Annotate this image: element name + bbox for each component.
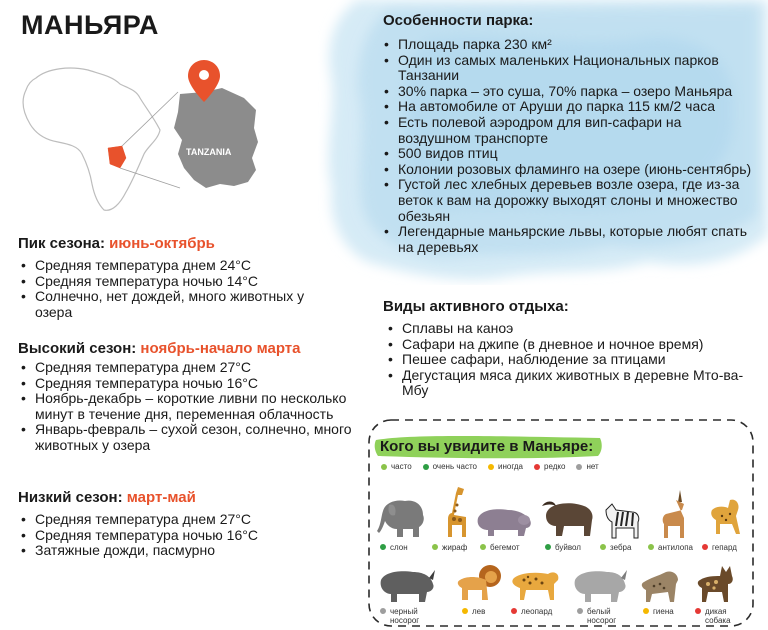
- frequency-dot: [695, 608, 701, 614]
- page-title: МАНЬЯРА: [21, 10, 159, 40]
- legend-item: иногда: [488, 462, 523, 471]
- white-rhino-icon: [571, 566, 627, 604]
- giraffe-icon: [440, 485, 470, 539]
- activities-list: [385, 321, 755, 399]
- legend-dot: [381, 464, 387, 470]
- buffalo-icon: [540, 498, 596, 538]
- frequency-dot: [380, 544, 386, 550]
- list-item: • Средняя температура днем 27°C: [18, 512, 338, 528]
- animal-label-wild-dog: дикая собака: [695, 607, 739, 625]
- map-country-label: TANZANIA: [186, 147, 232, 157]
- elephant-icon: [377, 497, 429, 539]
- legend-item: нет: [576, 462, 598, 471]
- list-item: • Густой лес хлебных деревьев возле озера, где из-за веток к вам на дорожку выходят слоны и множество обезьян: [381, 177, 756, 224]
- list-item: • Затяжные дожди, пасмурно: [18, 543, 338, 559]
- season-high-list: [18, 360, 353, 454]
- season-low-title: Низкий сезон: март-май: [18, 489, 196, 506]
- animal-label-zebra: зебра: [600, 543, 631, 552]
- animal-label-buffalo: буйвол: [545, 543, 581, 552]
- frequency-dot: [380, 608, 386, 614]
- africa-tanzania-map: [8, 58, 276, 218]
- list-item: • Один из самых маленьких Национальных парков Танзании: [381, 53, 756, 84]
- black-rhino-icon: [377, 566, 435, 604]
- list-item: • Пешее сафари, наблюдение за птицами: [385, 352, 755, 368]
- frequency-dot: [462, 608, 468, 614]
- list-item: • Средняя температура ночью 16°C: [18, 376, 353, 392]
- features-title: Особенности парка:: [383, 12, 534, 29]
- list-item: • Ноябрь-декабрь – короткие ливни по несколько минут в течение дня, переменная облачность: [18, 391, 353, 422]
- animal-label-hyena: гиена: [643, 607, 674, 616]
- legend-dot: [534, 464, 540, 470]
- frequency-dot: [545, 544, 551, 550]
- season-peak-list: [18, 258, 328, 320]
- antelope-icon: [656, 488, 692, 540]
- season-low-period: март-май: [126, 489, 196, 506]
- season-high-period: ноябрь-начало марта: [140, 340, 301, 357]
- legend-dot: [488, 464, 494, 470]
- list-item: • Дегустация мяса диких животных в деревне Мто-ва-Мбу: [385, 368, 755, 399]
- legend-item: очень часто: [423, 462, 477, 471]
- animal-label-elephant: слон: [380, 543, 408, 552]
- list-item: • Колонии розовых фламинго на озере (июнь-сентябрь): [381, 162, 756, 178]
- animal-label-leopard: леопард: [511, 607, 552, 616]
- frequency-dot: [432, 544, 438, 550]
- list-item: • Сплавы на каноэ: [385, 321, 755, 337]
- season-low-list: [18, 512, 338, 559]
- list-item: • Есть полевой аэродром для вип-сафари на воздушном транспорте: [381, 115, 756, 146]
- animal-label-antelope: антилопа: [648, 543, 693, 552]
- list-item: • Площадь парка 230 км²: [381, 37, 756, 53]
- hyena-icon: [636, 566, 682, 604]
- list-item: • 30% парка – это суша, 70% парка – озеро Маньяра: [381, 84, 756, 100]
- list-item: • Средняя температура ночью 14°C: [18, 274, 328, 290]
- season-peak-title: Пик сезона: июнь-октябрь: [18, 235, 215, 252]
- lion-icon: [454, 562, 504, 604]
- hippo-icon: [474, 506, 532, 538]
- list-item: • Солнечно, нет дождей, много животных у озера: [18, 289, 328, 320]
- animal-label-hippo: бегемот: [480, 543, 520, 552]
- list-item: • Сафари на джипе (в дневное и ночное время): [385, 337, 755, 353]
- zebra-icon: [602, 500, 642, 540]
- frequency-dot: [577, 608, 583, 614]
- frequency-dot: [480, 544, 486, 550]
- frequency-dot: [600, 544, 606, 550]
- animal-label-white-rhino: белый носорог: [577, 607, 621, 625]
- animal-label-lion: лев: [462, 607, 485, 616]
- list-item: • Январь-февраль – сухой сезон, солнечно, много животных у озера: [18, 422, 353, 453]
- list-item: • Средняя температура днем 24°C: [18, 258, 328, 274]
- legend-dot: [423, 464, 429, 470]
- list-item: • Легендарные маньярские львы, которые любят спать на деревьях: [381, 224, 756, 255]
- legend-item: редко: [534, 462, 565, 471]
- animals-title: Кого вы увидите в Маньяре:: [380, 438, 594, 455]
- activities-title: Виды активного отдыха:: [383, 298, 569, 315]
- legend-item: часто: [381, 462, 412, 471]
- list-item: • Средняя температура ночью 16°C: [18, 528, 338, 544]
- list-item: • 500 видов птиц: [381, 146, 756, 162]
- list-item: • Средняя температура днем 27°C: [18, 360, 353, 376]
- list-item: • На автомобиле от Аруши до парка 115 км/2 часа: [381, 99, 756, 115]
- features-list: [381, 37, 756, 255]
- cheetah-icon: [706, 496, 746, 538]
- frequency-dot: [702, 544, 708, 550]
- season-peak-period: июнь-октябрь: [109, 235, 215, 252]
- tanzania-map-icon: [174, 88, 258, 188]
- frequency-dot: [511, 608, 517, 614]
- animal-label-black-rhino: черный носорог: [380, 607, 428, 625]
- animal-label-cheetah: гепард: [702, 543, 737, 552]
- leopard-icon: [508, 564, 560, 602]
- wild-dog-icon: [694, 562, 738, 604]
- legend-dot: [576, 464, 582, 470]
- frequency-legend: [381, 462, 610, 471]
- frequency-dot: [643, 608, 649, 614]
- africa-map-icon: [23, 68, 160, 210]
- frequency-dot: [648, 544, 654, 550]
- season-high-title: Высокий сезон: ноябрь-начало марта: [18, 340, 301, 357]
- animal-label-giraffe: жираф: [432, 543, 467, 552]
